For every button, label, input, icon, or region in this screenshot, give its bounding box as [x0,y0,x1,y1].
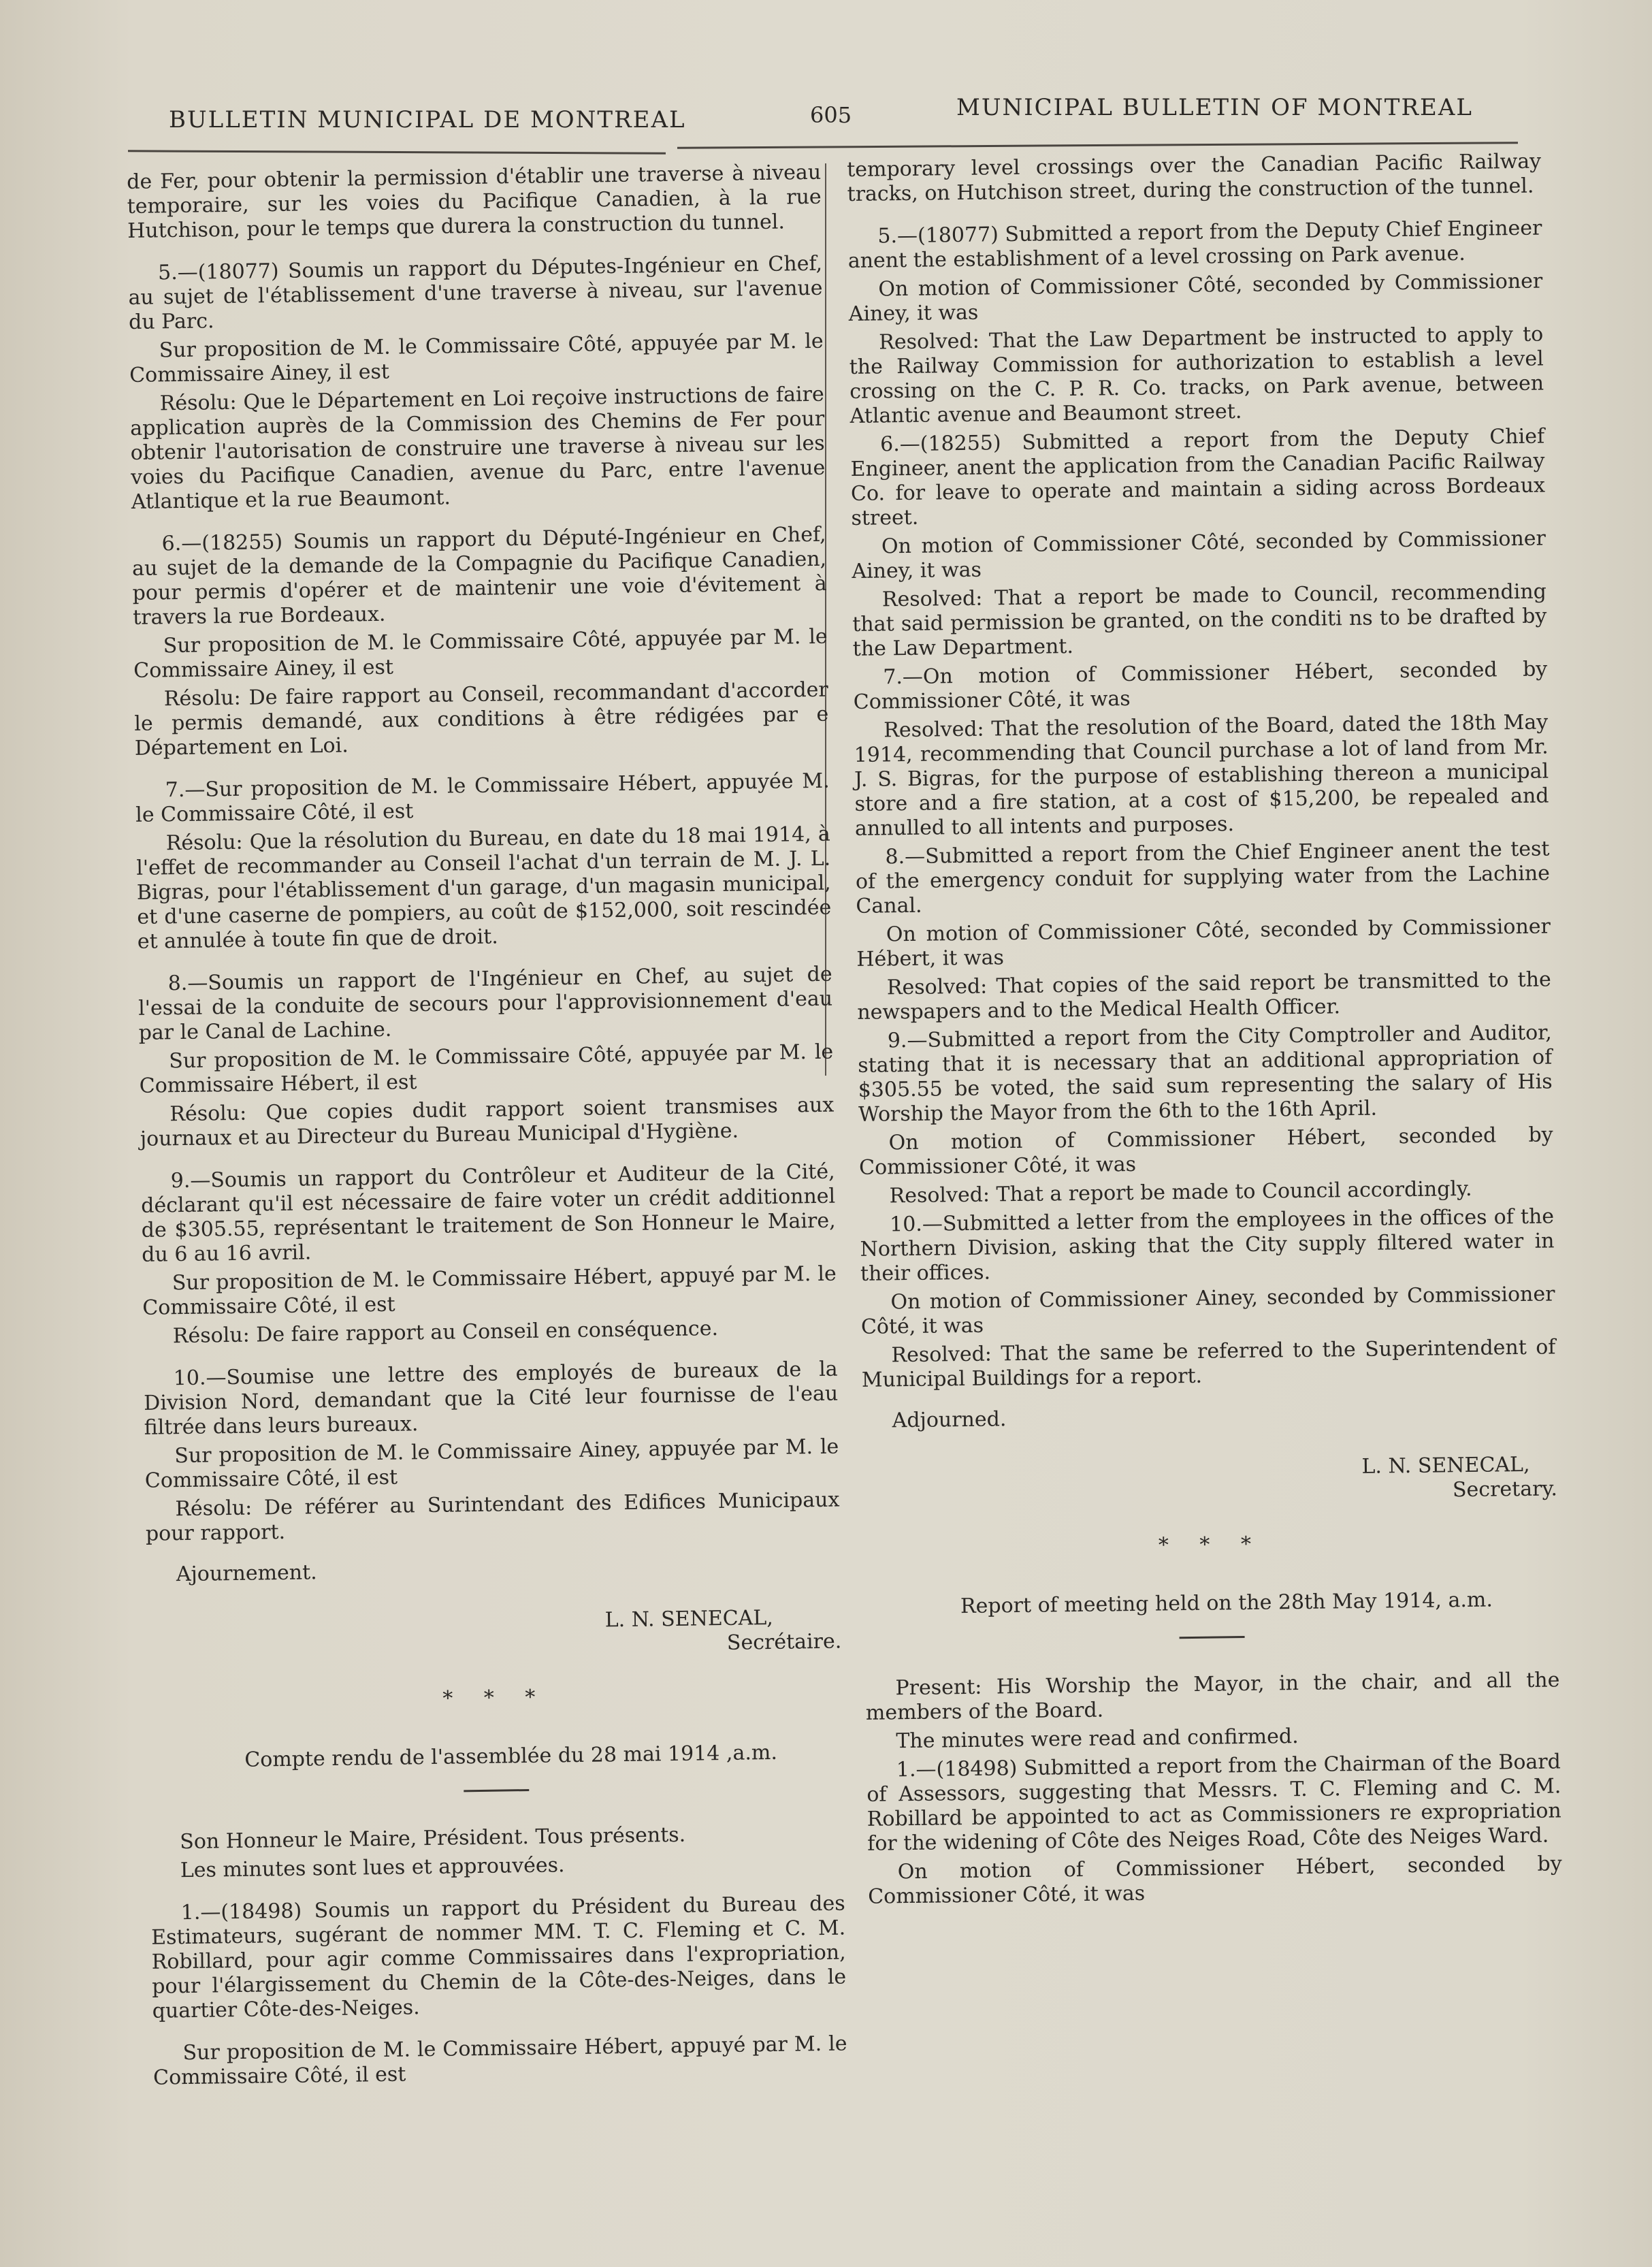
paragraph: 1.—(18498) Soumis un rapport du Président du Bureau des Estimateurs, sugérant de nommer MM. T. C. Fleming et C. M. Robillard, pour agir comme Commissaires dans l'expropriation, pour l'élargissement du Chemin de la Côte-des-Neiges, dans le quartier Côte-des-Neiges. [151,1891,847,2023]
header-rule-right [677,142,1518,149]
paragraph: 8.—Soumis un rapport de l'Ingénieur en Chef, au sujet de l'essai de la conduite de secours pour l'approvisionnement d'eau par le Canal de Lachine. [137,962,833,1045]
short-rule [464,1789,529,1792]
paragraph: 7.—Sur proposition de M. le Commissaire Hébert, appuyée M. le Commissaire Côté, il est [135,769,830,827]
paragraph: 5.—(18077) Submitted a report from the Deputy Chief Engineer anent the establishment of a level crossing on Park avenue. [847,216,1542,273]
paragraph: 10.—Submitted a letter from the employees in the offices of the Northern Division, asking that the City supply filtered water in their offices. [860,1204,1555,1286]
header-rule-left [128,150,666,154]
paragraph: Sur proposition de M. le Commissaire Côté, appuyée par M. le Commissaire Hébert, il est [139,1040,834,1098]
paragraph: Résolu: De faire rapport au Conseil en conséquence. [172,1317,719,1349]
paragraph: 6.—(18255) Submitted a report from the Deputy Chief Engineer, anent the application from the Canadian Pacific Railway Co. for leave to operate and maintain a siding across Bordeaux street. [850,424,1546,530]
paragraph: On motion of Commissioner Hébert, seconded by Commissioner Côté, it was [867,1852,1562,1909]
header-title-english: MUNICIPAL BULLETIN OF MONTREAL [956,94,1474,121]
paragraph: Resolved: That a report be made to Council accordingly. [889,1176,1472,1208]
section-stars: * * * [1158,1532,1264,1558]
paragraph: Resolved: That a report be made to Council, recommending that said permission be granted, on the conditi ns to be drafted by the Law Department. [852,579,1547,661]
section-stars: * * * [442,1685,548,1711]
paragraph: Son Honneur le Maire, Président. Tous présents. [180,1822,686,1854]
paragraph: Résolu: De référer au Surintendant des Edifices Municipaux pour rapport. [145,1488,840,1546]
paragraph: 8.—Submitted a report from the Chief Engineer anent the test of the emergency conduit for supplying water from the Lachine Canal. [855,837,1551,918]
paragraph: Résolu: De faire rapport au Conseil, recommandant d'accorder le permis demandé, aux conditions à être rédigées par e Département en Loi. [134,677,829,760]
paragraph: temporary level crossings over the Canadian Pacific Railway tracks, on Hutchison street, during the construction of the tunnel. [847,149,1542,206]
header-title-french: BULLETIN MUNICIPAL DE MONTREAL [169,106,686,133]
signature-name: L. N. SENECAL, [1361,1452,1530,1479]
paragraph: Résolu: Que le Département en Loi reçoive instructions de faire application auprès de la Commission des Chemins de Fer pour obtenir l'autorisation de construire une traverse à niveau sur les voies du Pacifique Canadien, avenue du Parc, entre l'avenue Atlantique et la rue Beaumont. [130,382,826,514]
paragraph: On motion of Commissioner Côté, seconded by Commissioner Ainey, it was [852,526,1546,583]
paragraph: On motion of Commissioner Ainey, seconded by Commissioner Côté, it was [860,1282,1555,1339]
meeting-title: Report of meeting held on the 28th May 1914, a.m. [960,1588,1493,1619]
paragraph: Resolved: That the resolution of the Board, dated the 18th May 1914, recommending that Council purchase a lot of land from Mr. J. S. Bigras, for the purpose of establishing thereon a municipal store and a fire station, at a cost of $15,200, be repealed and annulled to all intents and purposes. [854,710,1549,841]
short-rule [1180,1636,1245,1639]
paragraph: On motion of Commissioner Hébert, seconded by Commissioner Côté, it was [858,1123,1553,1180]
french-column [127,161,847,2095]
paragraph: 1.—(18498) Submitted a report from the Chairman of the Board of Assessors, suggesting that Messrs. T. C. Fleming and C. M. Robillard be appointed to act as Commissioners re expropriation for the widening of Côte des Neiges Road, Côte des Neiges Ward. [867,1750,1561,1856]
paragraph: On motion of Commissioner Côté, seconded by Commissioner Ainey, it was [848,269,1543,326]
signature-title: Secrétaire. [726,1629,842,1655]
paragraph: Les minutes sont lues et approuvées. [180,1853,565,1883]
paragraph: Resolved: That copies of the said report be transmitted to the newspapers and to the Medical Health Officer. [857,967,1552,1025]
paragraph: de Fer, pour obtenir la permission d'établir une traverse à niveau temporaire, sur les voies du Pacifique Canadien, à la rue Hutchison, pour le temps que durera la construction du tunnel. [127,160,822,243]
paragraph: Sur proposition de M. le Commissaire Ainey, appuyée par M. le Commissaire Côté, il est [144,1434,839,1493]
meeting-title: Compte rendu de l'assemblée du 28 mai 1914 ,a.m. [244,1740,778,1772]
page-header [0,87,1652,133]
adjournment: Adjourned. [892,1407,1007,1433]
paragraph: 9.—Soumis un rapport du Contrôleur et Auditeur de la Cité, déclarant qu'il est nécessaire de faire voter un crédit additionnel de $305.55, représentant le traitement de Son Honneur le Maire, du 6 au 16 avril. [140,1159,836,1267]
paragraph: The minutes were read and confirmed. [896,1724,1299,1754]
paragraph: Sur proposition de M. le Commissaire Côté, appuyée par M. le Commissaire Ainey, il est [133,624,828,683]
signature-name: L. N. SENECAL, [604,1605,774,1633]
paragraph: Resolved: That the same be referred to the Superintendent of Municipal Buildings for a report. [861,1335,1556,1392]
page-number: 605 [810,102,852,128]
signature-title: Secretary. [1452,1477,1558,1502]
paragraph: Present: His Worship the Mayor, in the chair, and all the members of the Board. [865,1668,1560,1725]
english-column [847,150,1562,1914]
paragraph: 9.—Submitted a report from the City Comptroller and Auditor, stating that it is necessary that an additional appropriation of $305.55 be voted, the said sum representing the salary of His Worship the Mayor from the 6th to the 16th April. [858,1020,1553,1127]
paragraph: Sur proposition de M. le Commissaire Côté, appuyée par M. le Commissaire Ainey, il est [129,329,824,387]
paragraph: Resolved: That the Law Department be instructed to apply to the Railway Commission for authorization to establish a level crossing on the C. P. R. Co. tracks, on Park avenue, between Atlantic avenue and Beaumont street. [849,322,1544,428]
paragraph: Sur proposition de M. le Commissaire Hébert, appuyé par M. le Commissaire Côté, il est [152,2031,847,2090]
paragraph: 5.—(18077) Soumis un rapport du Députes-Ingénieur en Chef, au sujet de l'établissement d'une traverse à niveau, sur l'avenue du Parc. [128,251,823,334]
paragraph: Résolu: Que copies dudit rapport soient transmises aux journaux et au Directeur du Bureau Municipal d'Hygiène. [140,1093,835,1151]
paragraph: Résolu: Que la résolution du Bureau, en date du 18 mai 1914, à l'effet de recommander au Conseil l'achat d'un terrain de M. J. L. Bigras, pour l'établissement d'un garage, d'un magasin municipal, et d'une caserne de pompiers, au coût de $152,000, soit rescindée et annulée à toute fin que de droit. [136,822,832,954]
paragraph: 6.—(18255) Soumis un rapport du Député-Ingénieur en Chef, au sujet de la demande de la Compagnie du Pacifique Canadien, pour permis d'opérer et de maintenir une voie d'évitement à travers la rue Bordeaux. [131,522,827,630]
paragraph: On motion of Commissioner Côté, seconded by Commissioner Hébert, it was [856,914,1551,971]
paragraph: Sur proposition de M. le Commissaire Hébert, appuyé par M. le Commissaire Côté, il est [142,1261,837,1320]
adjournment: Ajournement. [176,1560,317,1587]
paragraph: 10.—Soumise une lettre des employés de bureaux de la Division Nord, demandant que la Cité leur fournisse de l'eau filtrée dans leurs bureaux. [144,1357,839,1440]
paragraph: 7.—On motion of Commissioner Hébert, seconded by Commissioner Côté, it was [853,657,1548,714]
